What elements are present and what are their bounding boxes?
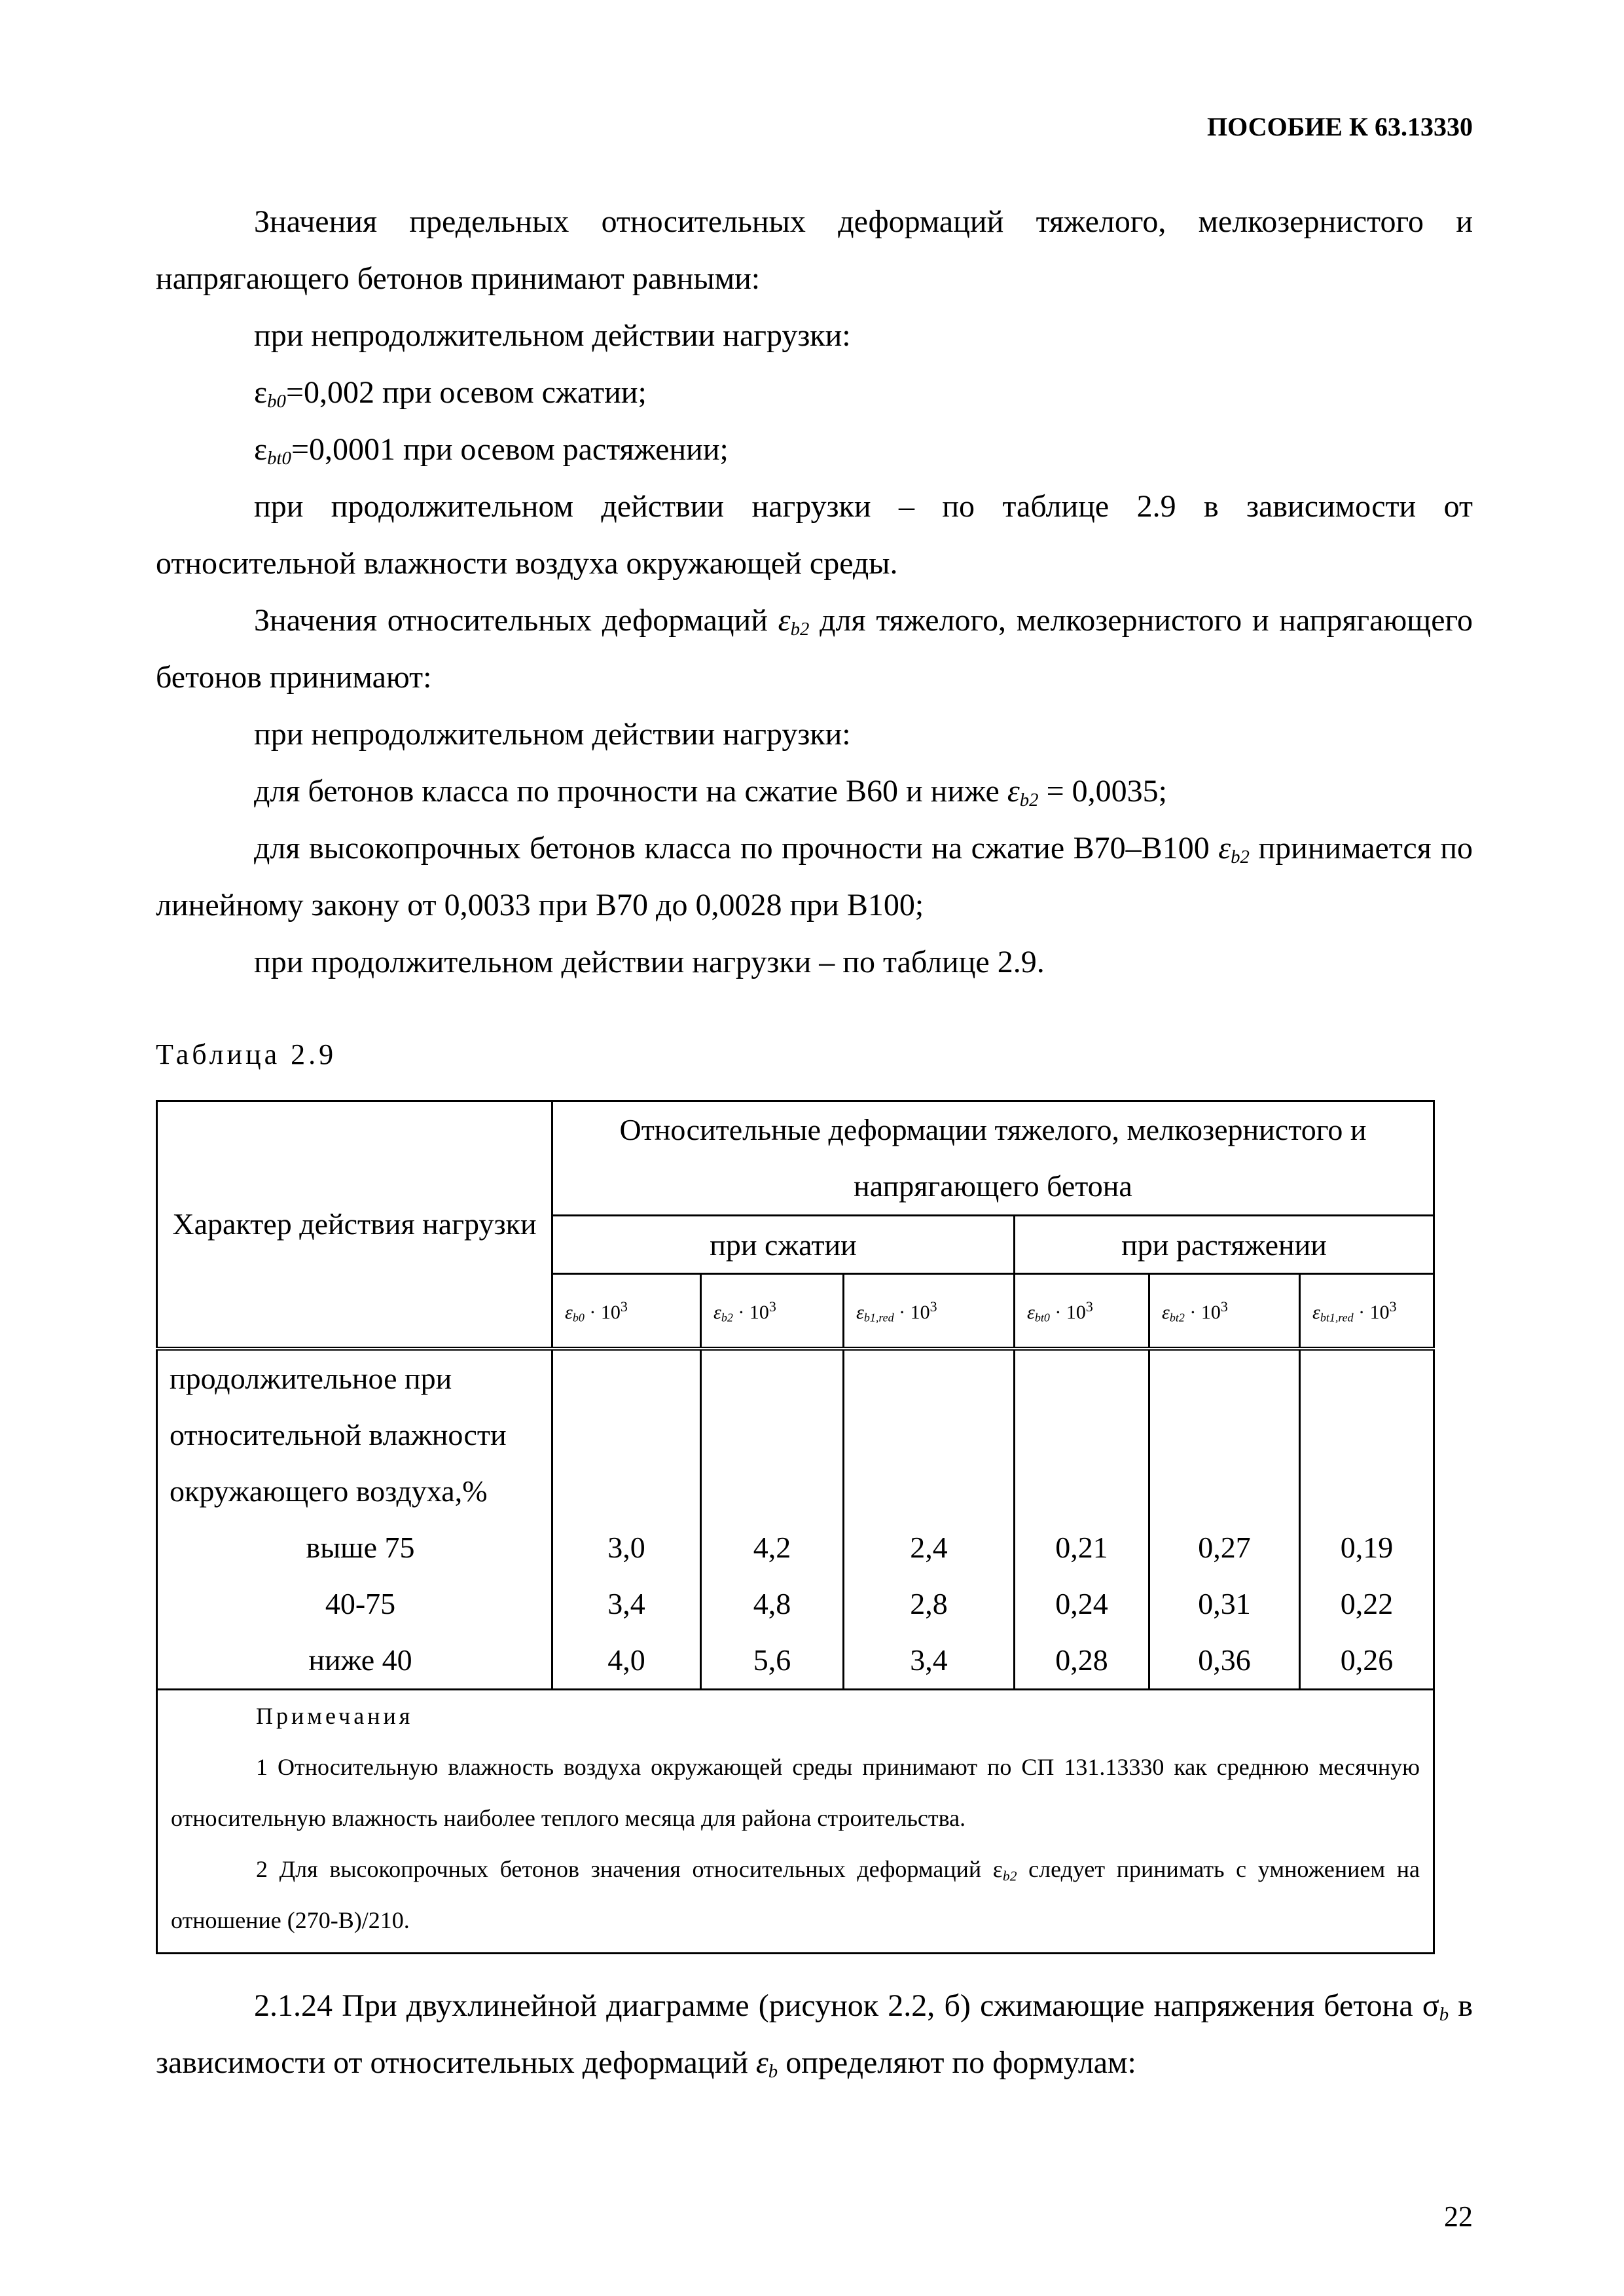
body-text xyxy=(156,193,1473,991)
row-intro: продолжительное при относительной влажности окружающего воздуха,% xyxy=(170,1362,507,1508)
tension-header: при растяжении xyxy=(1015,1216,1434,1274)
table-caption: Таблица 2.9 xyxy=(156,1038,337,1070)
col-header: $\varepsilon_{b2} \cdot 10^3$ xyxy=(701,1274,844,1349)
row-label: ниже 40 xyxy=(308,1643,412,1677)
value-column: 3,0 3,4 4,0 xyxy=(552,1349,701,1690)
compression-header: при сжатии xyxy=(552,1216,1015,1274)
paragraph: при продолжительном действии нагрузки – по таблице 2.9 в зависимости от относительной влажности воздуха окружающей среды. xyxy=(156,489,1473,581)
value-column: 0,27 0,31 0,36 xyxy=(1149,1349,1300,1690)
paragraph: при непродолжительном действии нагрузки: xyxy=(254,318,851,353)
col-header: $\varepsilon_{bt0} \cdot 10^3$ xyxy=(1015,1274,1149,1349)
load-character-header: Характер действия нагрузки xyxy=(157,1101,552,1349)
paragraph: $\varepsilon_{b0}=0,002$ при осевом сжатии; xyxy=(254,375,647,412)
paragraph: при непродолжительном действии нагрузки: xyxy=(254,717,851,752)
paragraph: 2.1.24 При двухлинейной диаграмме (рисунок 2.2, б) сжимающие напряжения бетона $\sigma_b$ в зависимости от относительных деформаций $\varepsilon_b$ определяют по формулам: xyxy=(156,1988,1473,2083)
value-column: 0,19 0,22 0,26 xyxy=(1300,1349,1434,1690)
paragraph: для высокопрочных бетонов класса по прочности на сжатие В70–В100 $\varepsilon_{b2}$ принимается по линейному закону от 0,0033 при В70 до 0,0028 при В100; xyxy=(156,831,1473,922)
paragraph: Значения относительных деформаций $\varepsilon_{b2}$ для тяжелого, мелкозернистого и напрягающего бетонов принимают: xyxy=(156,603,1473,695)
notes-title: Примечания xyxy=(256,1703,414,1729)
value-column: 0,21 0,24 0,28 xyxy=(1015,1349,1149,1690)
group-header: Относительные деформации тяжелого, мелкозернистого и напрягающего бетона xyxy=(552,1101,1434,1216)
col-header: $\varepsilon_{b1,red} \cdot 10^3$ xyxy=(844,1274,1015,1349)
paragraph: при продолжительном действии нагрузки – по таблице 2.9. xyxy=(254,945,1045,979)
document-header: ПОСОБИЕ К 63.13330 xyxy=(1207,112,1473,141)
note: 1 Относительную влажность воздуха окружающей среды принимают по СП 131.13330 как среднюю месячную относительную влажность наиболее теплого месяца для района строительства. xyxy=(171,1754,1420,1831)
col-header: $\varepsilon_{bt2} \cdot 10^3$ xyxy=(1149,1274,1300,1349)
row-labels xyxy=(157,1349,552,1690)
value-column: 2,4 2,8 3,4 xyxy=(844,1349,1015,1690)
row-label: выше 75 xyxy=(306,1531,415,1564)
deformation-table xyxy=(156,1100,1435,1954)
section-text xyxy=(156,1977,1473,2091)
row-label: 40-75 xyxy=(325,1587,396,1620)
note: 2 Для высокопрочных бетонов значения относительных деформаций $\varepsilon_{b2}$ следует принимать с умножением на отношение (270-В)/210. xyxy=(171,1856,1420,1933)
page-number: 22 xyxy=(1444,2200,1473,2232)
col-header: $\varepsilon_{b0} \cdot 10^3$ xyxy=(552,1274,701,1349)
value-column: 4,2 4,8 5,6 xyxy=(701,1349,844,1690)
paragraph: Значения предельных относительных деформаций тяжелого, мелкозернистого и напрягающего бетонов принимают равными: xyxy=(156,204,1473,296)
col-header: $\varepsilon_{bt1,red} \cdot 10^3$ xyxy=(1300,1274,1434,1349)
paragraph: $\varepsilon_{bt0}=0,0001$ при осевом растяжении; xyxy=(254,432,729,469)
table-notes xyxy=(157,1690,1434,1954)
paragraph: для бетонов класса по прочности на сжатие В60 и ниже $\varepsilon_{b2} = 0,0035$; xyxy=(254,774,1167,811)
